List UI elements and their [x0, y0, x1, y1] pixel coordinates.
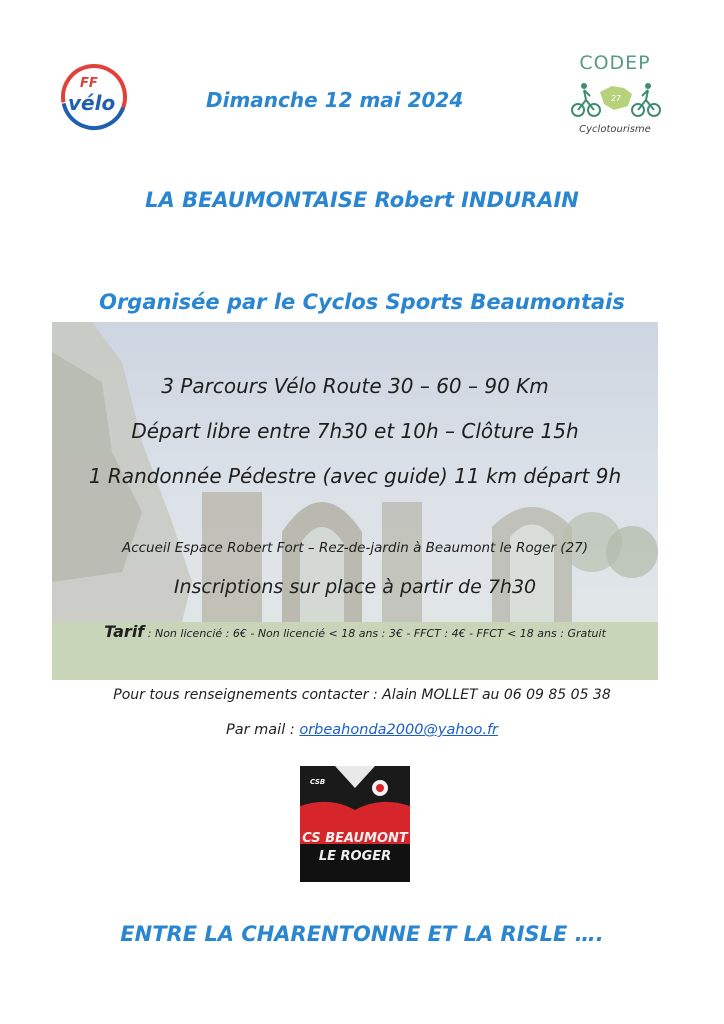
hike-line: 1 Randonnée Pédestre (avec guide) 11 km départ 9h — [88, 464, 622, 488]
tarif-line — [52, 622, 658, 641]
event-title: LA BEAUMONTAISE Robert INDURAIN — [145, 188, 579, 212]
welcome-line: Accueil Espace Robert Fort – Rez-de-jardin à Beaumont le Roger (27) — [121, 540, 589, 556]
jersey-line2: LE ROGER — [318, 849, 392, 864]
footer-tagline: ENTRE LA CHARENTONNE ET LA RISLE …. — [120, 922, 604, 946]
email-link[interactable]: orbeahonda2000@yahoo.fr — [299, 722, 499, 738]
ffvelo-logo — [60, 63, 128, 131]
email-line — [0, 722, 724, 738]
tarif-label: Tarif — [104, 622, 145, 641]
cyclists-icon — [568, 78, 662, 118]
jersey-collar-letters: CSB — [310, 778, 326, 786]
contact-info: Pour tous renseignements contacter : Alain MOLLET au 06 09 85 05 38 — [113, 687, 611, 703]
club-jersey-image — [300, 766, 410, 882]
routes-line: 3 Parcours Vélo Route 30 – 60 – 90 Km — [161, 374, 549, 398]
codep-logo — [560, 52, 670, 144]
ffvelo-logo-ff: FF — [80, 76, 98, 91]
event-date: Dimanche 12 mai 2024 — [206, 88, 464, 112]
ffvelo-logo-velo: vélo — [68, 91, 116, 115]
organizer-line: Organisée par le Cyclos Sports Beaumontais — [99, 290, 625, 314]
email-label: Par mail : — [225, 722, 300, 738]
codep-title: CODEP — [579, 52, 651, 74]
codep-number: 27 — [610, 94, 622, 103]
abbey-ruins-photo — [52, 322, 658, 680]
departure-line: Départ libre entre 7h30 et 10h – Clôture 15h — [131, 419, 579, 443]
tarif-text: : Non licencié : 6€ - Non licencié < 18 ans : 3€ - FFCT : 4€ - FFCT < 18 ans : Gratuit — [144, 627, 606, 640]
registration-line: Inscriptions sur place à partir de 7h30 — [173, 576, 537, 598]
jersey-line1: CS BEAUMONT — [302, 831, 408, 846]
codep-subtitle: Cyclotourisme — [579, 124, 651, 135]
